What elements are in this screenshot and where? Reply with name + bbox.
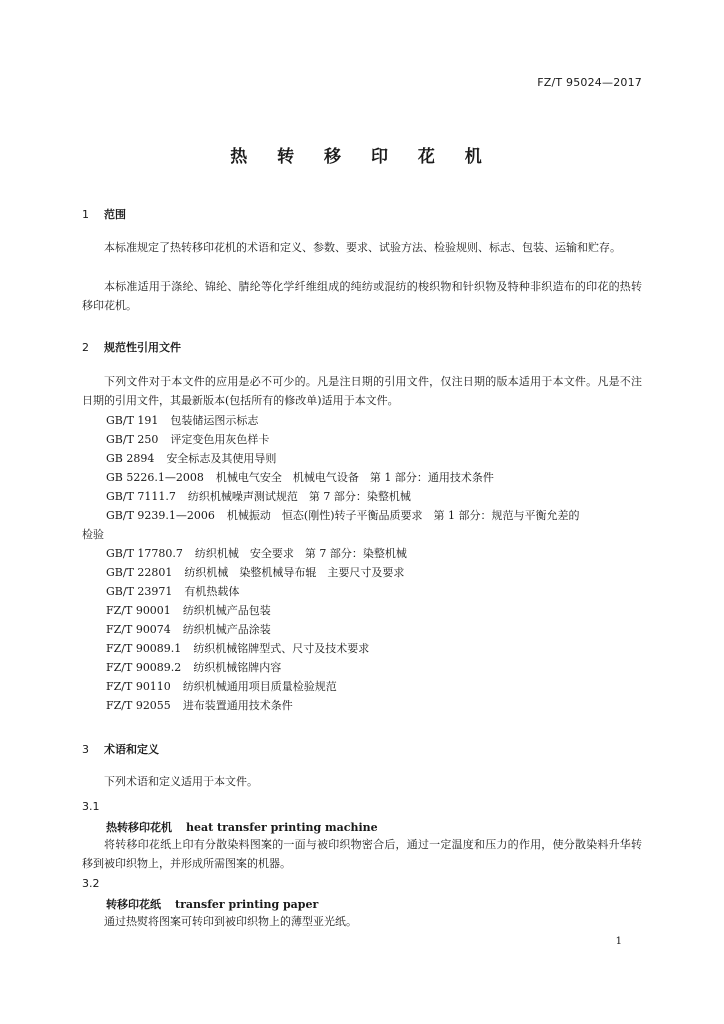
reference-title: 机械电气安全 机械电气设备 第 1 部分：通用技术条件 bbox=[215, 471, 494, 484]
reference-item bbox=[106, 506, 579, 525]
section-title: 范围 bbox=[104, 208, 126, 221]
term-3-1-number: 3.1 bbox=[82, 800, 100, 813]
section-title: 术语和定义 bbox=[104, 743, 159, 756]
reference-code: FZ/T 92055 bbox=[106, 699, 171, 712]
reference-title: 纺织机械噪声测试规范 第 7 部分：染整机械 bbox=[187, 490, 411, 503]
term-chinese: 热转移印花机 bbox=[106, 821, 172, 834]
reference-code: FZ/T 90089.1 bbox=[106, 642, 182, 655]
section-1-heading bbox=[82, 206, 126, 222]
term-3-1 bbox=[106, 819, 378, 835]
reference-item bbox=[106, 563, 404, 582]
reference-item bbox=[106, 544, 407, 563]
section-1-paragraph-2: 本标准适用于涤纶、锦纶、腈纶等化学纤维组成的纯纺或混纺的梭织物和针织物及特种非织造布的印花的热转移印花机。 bbox=[82, 280, 642, 312]
section-title: 规范性引用文件 bbox=[104, 341, 181, 354]
term-chinese: 转移印花纸 bbox=[106, 898, 161, 911]
section-3-heading bbox=[82, 741, 159, 757]
reference-code: FZ/T 90110 bbox=[106, 680, 171, 693]
reference-item-continuation bbox=[82, 525, 104, 544]
reference-code: GB 5226.1—2008 bbox=[106, 471, 204, 484]
reference-title: 有机热载体 bbox=[184, 585, 240, 598]
term-3-1-definition: 将转移印花纸上印有分散染料图案的一面与被印织物密合后，通过一定温度和压力的作用，使分散染料升华转移到被印织物上，并形成所需图案的机器。 bbox=[82, 838, 642, 870]
reference-item bbox=[106, 430, 269, 449]
section-2-heading bbox=[82, 339, 181, 355]
reference-item bbox=[106, 639, 369, 658]
reference-item bbox=[106, 487, 411, 506]
term-english: transfer printing paper bbox=[175, 898, 319, 911]
reference-item bbox=[106, 620, 271, 639]
reference-title: 机械振动 恒态(刚性)转子平衡品质要求 第 1 部分：规范与平衡允差的 bbox=[226, 509, 580, 522]
section-number: 2 bbox=[82, 341, 89, 354]
section-number: 1 bbox=[82, 208, 89, 221]
document-code: FZ/T 95024—2017 bbox=[537, 76, 642, 89]
page-number: 1 bbox=[615, 936, 622, 947]
term-english: heat transfer printing machine bbox=[186, 821, 378, 834]
reference-title: 纺织机械产品涂装 bbox=[182, 623, 271, 636]
reference-title: 检验 bbox=[82, 528, 104, 541]
reference-item bbox=[106, 468, 494, 487]
reference-title: 纺织机械通用项目质量检验规范 bbox=[182, 680, 337, 693]
reference-item bbox=[106, 582, 239, 601]
term-3-2-number: 3.2 bbox=[82, 877, 100, 890]
reference-title: 纺织机械产品包装 bbox=[182, 604, 271, 617]
reference-item bbox=[106, 449, 276, 468]
reference-item bbox=[106, 677, 337, 696]
reference-code: GB/T 22801 bbox=[106, 566, 173, 579]
reference-code: FZ/T 90001 bbox=[106, 604, 171, 617]
term-3-2-definition: 通过热熨将图案可转印到被印织物上的薄型亚光纸。 bbox=[104, 915, 357, 928]
document-title: 热 转 移 印 花 机 bbox=[230, 147, 494, 167]
reference-code: GB/T 191 bbox=[106, 414, 159, 427]
reference-title: 安全标志及其使用导则 bbox=[166, 452, 277, 465]
reference-code: GB/T 23971 bbox=[106, 585, 173, 598]
reference-title: 纺织机械 安全要求 第 7 部分：染整机械 bbox=[194, 547, 407, 560]
reference-code: GB 2894 bbox=[106, 452, 155, 465]
reference-code: GB/T 250 bbox=[106, 433, 159, 446]
reference-title: 包装储运图示标志 bbox=[170, 414, 259, 427]
reference-title: 纺织机械铭牌型式、尺寸及技术要求 bbox=[193, 642, 370, 655]
reference-title: 纺织机械 染整机械导布辊 主要尺寸及要求 bbox=[184, 566, 405, 579]
reference-item bbox=[106, 658, 281, 677]
reference-code: GB/T 7111.7 bbox=[106, 490, 176, 503]
reference-item bbox=[106, 411, 258, 430]
reference-title: 进布装置通用技术条件 bbox=[182, 699, 293, 712]
reference-title: 评定变色用灰色样卡 bbox=[170, 433, 270, 446]
section-2-intro: 下列文件对于本文件的应用是必不可少的。凡是注日期的引用文件，仅注日期的版本适用于本文件。凡是不注日期的引用文件，其最新版本(包括所有的修改单)适用于本文件。 bbox=[82, 375, 642, 407]
reference-code: GB/T 9239.1—2006 bbox=[106, 509, 215, 522]
reference-code: FZ/T 90074 bbox=[106, 623, 171, 636]
reference-code: GB/T 17780.7 bbox=[106, 547, 183, 560]
reference-item bbox=[106, 696, 293, 715]
reference-code: FZ/T 90089.2 bbox=[106, 661, 182, 674]
reference-title: 纺织机械铭牌内容 bbox=[193, 661, 282, 674]
term-3-2 bbox=[106, 896, 318, 912]
reference-item bbox=[106, 601, 271, 620]
section-1-paragraph-1: 本标准规定了热转移印花机的术语和定义、参数、要求、试验方法、检验规则、标志、包装、运输和贮存。 bbox=[104, 241, 621, 254]
section-3-intro: 下列术语和定义适用于本文件。 bbox=[104, 775, 258, 788]
section-number: 3 bbox=[82, 743, 89, 756]
